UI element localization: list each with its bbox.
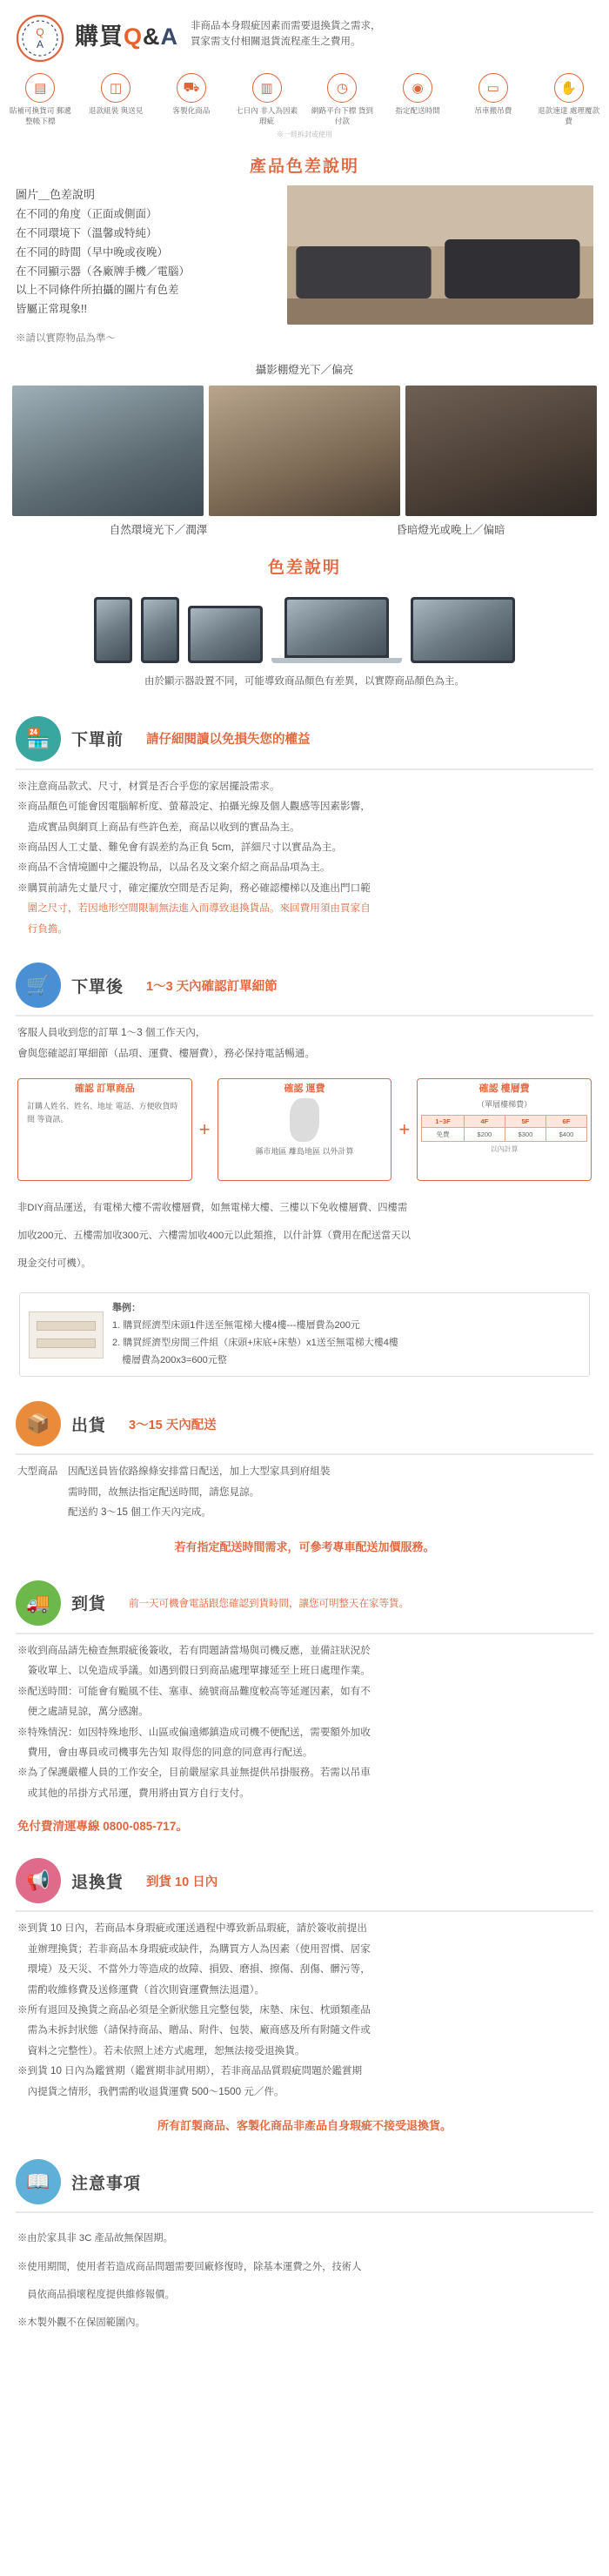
title-q: Q (124, 23, 144, 50)
sofa-icon: ▭ (478, 73, 508, 103)
color-explain-text (16, 185, 277, 347)
natural-light-photo (12, 386, 204, 516)
calendar-icon: ▥ (252, 73, 282, 103)
arrival-item: ※為了保護嚴權人員的工作安全，目前嚴屋家具並無提供吊掛服務。若需以吊車 (17, 1767, 371, 1779)
laptop-base (271, 658, 402, 663)
after-order-note-line: 非DIY商品運送，有電梯大樓不需收樓層費，如無電梯大樓、三樓以下免收樓層費、四樓需 (17, 1203, 408, 1214)
title-a: A (160, 23, 179, 50)
step-label: 客製化商品 (172, 106, 211, 115)
confirm-floor-card-body: （單層樓梯費） (477, 1100, 532, 1110)
color-line: 在不同的角度（正面或側面） (16, 207, 157, 220)
photo-caption-natural: 自然環境光下／潤澤 (109, 524, 208, 537)
confirm-cards (0, 1073, 609, 1188)
section-after-order-header (0, 949, 609, 1013)
notes-item: ※使用期間，使用者若造成商品問題需要回廠修復時，除基本運費之外，技術人 (17, 2261, 362, 2272)
pin-icon: ◉ (403, 73, 432, 103)
studio-light-photo (287, 185, 593, 325)
color-section-title-2: 色差說明 (267, 559, 341, 578)
notes-body (0, 2218, 609, 2358)
notes-item: ※由於家具非 3C 產品故無保固期。 (17, 2233, 173, 2244)
divider (16, 1633, 593, 1634)
confirm-order-card-title: 確認 訂單商品 (74, 1083, 135, 1095)
color-section-title: 產品色差說明 (249, 158, 359, 177)
color-note: ※請以實際物品為準～ (16, 333, 116, 345)
confirm-order-card-body: 訂購人姓名、姓名、地址 電話、方便收貨時間 等資訊。 (27, 1102, 178, 1124)
phone-device (94, 597, 132, 663)
steps-note: ※一經拆封或使用 (277, 131, 332, 139)
section-before-order-header (0, 702, 609, 767)
returns-final-line: 所有訂製商品、客製化商品非產品自身瑕疵不接受退換貨。 (157, 2119, 452, 2133)
confirm-shipping-card (218, 1078, 392, 1181)
fee-cell: $400 (545, 1127, 586, 1141)
step-label: 七日內 非人為因素瑕疵 (236, 106, 298, 125)
step-item (84, 73, 148, 126)
color-line: 在不同顯示器（各廠牌手機／電腦） (16, 265, 191, 278)
step-item (386, 73, 450, 126)
policy-steps (0, 68, 609, 128)
qa-header (0, 0, 609, 68)
before-order-item: 造成實品與網頁上商品有些許色差，商品以收到的實品為主。 (17, 821, 300, 833)
fee-header: 1~3F (422, 1115, 465, 1127)
shipping-line: 需時間，故無法指定配送時間，請您見諒。 (17, 1486, 260, 1498)
arrival-body (0, 1640, 609, 1814)
photo-captions (0, 516, 609, 547)
section-subtitle: 到貨 10 日內 (146, 1875, 218, 1889)
section-arrival-header (0, 1566, 609, 1631)
svg-text:A: A (36, 38, 44, 50)
notes-item: ※木製外觀不在保固範圍內。 (17, 2318, 145, 2329)
section-title: 注意事項 (71, 2174, 142, 2193)
section-title: 下單前 (71, 731, 124, 750)
qa-badge-icon (14, 12, 66, 64)
after-order-note (0, 1188, 609, 1289)
step-item (235, 73, 298, 126)
arrival-item: 費用，會由專員或司機事先告知 取得您的同意的同意再行配送。 (17, 1746, 313, 1758)
fee-cell: 免費 (422, 1127, 465, 1141)
fee-table-footer: 以內計算 (490, 1144, 519, 1153)
truck-icon: ⛟ (177, 73, 206, 103)
before-order-item: ※商品顏色可能會因電腦解析度、螢幕設定、拍攝光線及個人觀感等因素影響， (17, 801, 371, 813)
section-shipping-header (0, 1387, 609, 1452)
section-title: 出貨 (71, 1416, 107, 1435)
clock-icon: ◷ (327, 73, 357, 103)
section-subtitle: 1～3 天內確認訂單細節 (146, 979, 278, 994)
bed-frame-icon (29, 1311, 104, 1358)
step-item (462, 73, 525, 126)
returns-item: 需為未拆封狀態（請保持商品、贈品、附件、包裝、廠商感及所有附隨文件或 (17, 2024, 371, 2036)
fee-header: 4F (464, 1115, 505, 1127)
divider (16, 1453, 593, 1455)
section-subtitle: 前一天可機會電話跟您確認到貨時間，讓您可明整天在家等貨。 (129, 1598, 410, 1609)
example-line: 1. 購買經濟型床頭1件送至無電梯大樓4樓---樓層費為200元 (112, 1320, 360, 1332)
section-returns-header (0, 1844, 609, 1909)
monitor-device (411, 597, 515, 663)
step-item (160, 73, 224, 126)
color-explain-block (0, 185, 609, 356)
notes-item: 員依商品損壞程度提供維修報價。 (17, 2289, 175, 2300)
devices-row (0, 587, 609, 670)
section-title: 退換貨 (71, 1873, 124, 1892)
arrival-item: 或其他的吊掛方式吊運，費用將由買方自行支付。 (17, 1787, 250, 1799)
confirm-order-card (17, 1078, 192, 1181)
section-notes-header (0, 2145, 609, 2210)
before-order-item: 行負擔。 (17, 922, 68, 935)
handshake-icon: ✋ (554, 73, 584, 103)
after-order-note-line: 加收200元、五樓需加收300元、六樓需加收400元以此類推，以什計算（費用在配送當天以 (17, 1231, 411, 1241)
box-icon: ◫ (101, 73, 130, 103)
color-line: 在不同的時間（早中晚或夜晚） (16, 245, 169, 258)
returns-item: 環境）及天災、不當外力等造成的故障、損毀、磨損、擦傷、刮傷、髒污等， (17, 1963, 371, 1976)
section-title: 到貨 (71, 1595, 107, 1614)
before-order-item: ※商品因人工丈量、難免會有誤差約為正負 5cm，詳細尺寸以實品為主。 (17, 842, 342, 854)
devices-note: 由於顯示器設置不同，可能導致商品顏色有差異，以實際商品顏色為主。 (144, 676, 465, 688)
returns-item: ※到貨 10 日內，若商品本身瑕疵或運送過程中導致新品瑕疵，請於簽收前提出 (17, 1922, 367, 1935)
divider (16, 1910, 593, 1912)
package-icon: ▤ (25, 73, 55, 103)
truck-arrive-icon: 🚚 (16, 1580, 61, 1626)
fee-header: 6F (545, 1115, 586, 1127)
title-prefix: 購買 (75, 23, 124, 50)
step-item (311, 73, 374, 126)
returns-item: 需酌收維修費及送修運費（首次則資運費無法退還）。 (17, 1983, 265, 1996)
returns-item: ※所有退回及換貨之商品必須是全新狀態且完整包裝，床墊、床包、枕頭類產品 (17, 2004, 371, 2016)
after-order-line: 客服人員收到您的訂單 1～3 個工作天內， (17, 1027, 206, 1039)
before-order-item: ※注意商品款式、尺寸，材質是否合乎您的家居擺設需求。 (17, 780, 280, 792)
before-order-item: ※購買前請先丈量尺寸，確定擺放空間是否足夠，務必確認樓梯以及進出門口範 (17, 882, 371, 894)
shipping-line: 配送約 3～15 個工作天內完成。 (17, 1506, 211, 1519)
step-label: 貼補可換貨司 郵遞整帳下標 (9, 106, 71, 125)
returns-item: ※到貨 10 日內為鑑賞期（鑑賞期非試用期），若非商品品質瑕疵問題於鑑賞期 (17, 2065, 363, 2077)
example-box (19, 1292, 590, 1377)
shop-icon: 🏪 (16, 716, 61, 761)
book-icon: 📖 (16, 2159, 61, 2204)
buy-icon: 🛒 (16, 963, 61, 1008)
natural-light-photo-2 (209, 386, 400, 516)
header-subtitle-line2: 買家需支付相關退貨流程產生之費用。 (191, 36, 361, 47)
dim-light-photo (405, 386, 597, 516)
color-line: 以上不同條件所拍攝的圖片有色差 (16, 284, 179, 297)
header-subtitle (191, 12, 381, 50)
arrival-item: ※配送時間：可能會有颱風不佳、塞車、繞號商品難度較高等延遲因素，如有不 (17, 1685, 371, 1697)
taiwan-map-icon (290, 1098, 319, 1142)
step-label: 吊車搬吊費 (474, 106, 512, 115)
color-line: 在不同環境下（溫馨或特純） (16, 226, 157, 239)
confirm-floor-card (417, 1078, 592, 1181)
tablet-device (188, 606, 263, 663)
step-item (537, 73, 600, 126)
example-line: 樓層費為200x3=600元整 (112, 1354, 227, 1365)
after-order-note-line: 現金交付可機）。 (17, 1258, 91, 1269)
step-label: 指定配送時間 (395, 106, 440, 115)
page-title (75, 12, 178, 51)
returns-item: 資料之完整性）。若未依照上述方式處理，恕無法接受退換貨。 (17, 2044, 305, 2056)
photo-caption-dim: 昏暗燈光或晚上／偏暗 (396, 524, 505, 537)
confirm-shipping-card-title: 確認 運費 (284, 1083, 325, 1095)
shipping-free-line: 若有指定配送時間需求，可參考專車配送加價服務。 (174, 1540, 435, 1553)
before-order-item: 圍之尺寸，若因地形空間限制無法進入而導致退換貨品。來回費用須由買家自 (17, 902, 371, 915)
free-shipping-phone[interactable]: 免付費清運專線 0800-085-717。 (17, 1820, 188, 1834)
after-order-body (0, 1022, 609, 1073)
step-label: 退款組裝 與送見 (88, 106, 144, 115)
section-subtitle: 請仔細閱讀以免損失您的權益 (146, 733, 311, 748)
floor-fee-table (421, 1115, 587, 1142)
confirm-floor-card-title: 確認 樓層費 (478, 1083, 530, 1095)
before-order-body (0, 775, 609, 949)
plus-sign: + (398, 1118, 411, 1141)
laptop-device (284, 597, 389, 658)
arrival-item: 簽收單上、以免造成爭議。如遇到假日到商品處理單據延至上班日處理作業。 (17, 1665, 371, 1677)
arrival-item: ※特殊情況：如因特殊地形、山區或偏遠鄉鎮造成司機不便配送，需要額外加收 (17, 1726, 371, 1738)
fee-cell: $300 (505, 1127, 545, 1141)
divider (16, 1015, 593, 1016)
fee-header: 5F (505, 1115, 545, 1127)
fee-cell: $200 (464, 1127, 505, 1141)
step-label: 網路平台下標 貨到付款 (311, 106, 373, 125)
example-title: 舉例： (112, 1303, 141, 1314)
arrival-item: 便之處請見諒，萬分感謝。 (17, 1706, 149, 1718)
confirm-shipping-card-body: 縣市地區 離島地區 以外計算 (255, 1147, 354, 1157)
box-ship-icon: 📦 (16, 1401, 61, 1446)
studio-photo-caption: 攝影棚燈光下／偏亮 (255, 364, 354, 377)
color-line: 皆屬正常現象!! (16, 303, 87, 316)
before-order-item: ※商品不含情境圖中之擺設物品，以品名及文案介紹之商品品項為主。 (17, 862, 331, 874)
returns-item: 內提貨之情形，我們需酌收退貨運費 500～1500 元／件。 (17, 2085, 284, 2097)
photo-row (0, 386, 609, 516)
step-label: 退款速達 處理覆款費 (538, 106, 600, 125)
title-amp: & (143, 23, 161, 50)
color-lead: 圖片＿色差說明 (16, 188, 96, 202)
section-title: 下單後 (71, 977, 124, 996)
divider (16, 2211, 593, 2213)
svg-text:Q: Q (36, 26, 44, 38)
phone-device-2 (141, 597, 179, 663)
after-order-line: 會與您確認訂單細節（品項、運費、樓層費），務必保持電話暢通。 (17, 1047, 316, 1059)
shipping-body (0, 1460, 609, 1532)
plus-sign: + (198, 1118, 211, 1141)
returns-body (0, 1917, 609, 2111)
section-subtitle: 3～15 天內配送 (129, 1418, 217, 1432)
return-icon: 📢 (16, 1858, 61, 1903)
example-line: 2. 購買經濟型房間三件組（床頭+床底+床墊）x1送至無電梯大樓4樓 (112, 1337, 398, 1348)
header-subtitle-line1: 非商品本身瑕疵因素而需要退換貨之需求， (191, 21, 381, 31)
shipping-line: 大型商品 因配送員皆依路線條安排當日配送，加上大型家具到府組裝 (17, 1466, 331, 1478)
divider (16, 768, 593, 770)
step-item (9, 73, 72, 126)
returns-item: 並辦理換貨；若非商品本身瑕疵或缺件，為購買方人為因素（使用習慣、居家 (17, 1942, 371, 1955)
arrival-item: ※收到商品請先檢查無瑕疵後簽收，若有問題請當場與司機反應，並備註狀況於 (17, 1644, 371, 1656)
